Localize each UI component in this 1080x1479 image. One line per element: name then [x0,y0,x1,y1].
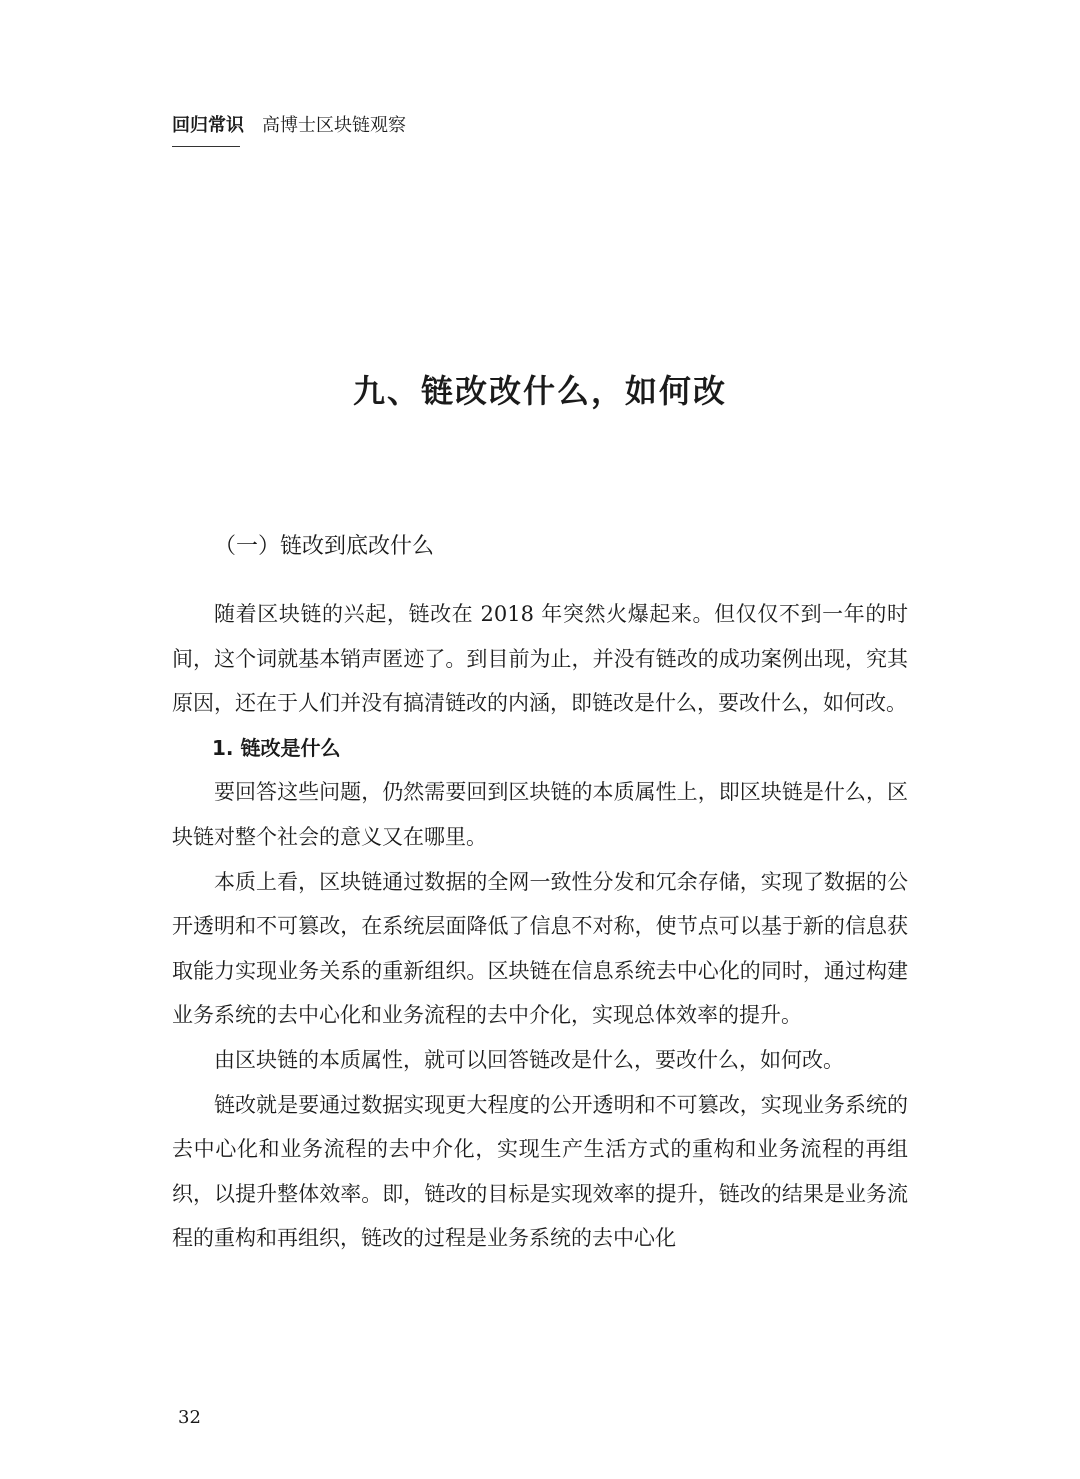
body-text [172,592,908,1261]
chapter-title: 九、链改改什么，如何改 [352,372,727,410]
paragraph: 本质上看，区块链通过数据的全网一致性分发和冗余存储，实现了数据的公开透明和不可篡改，在系统层面降低了信息不对称，使节点可以基于新的信息获取能力实现业务关系的重新组织。区块链在信息系统去中心化的同时，通过构建业务系统的去中心化和业务流程的去中介化，实现总体效率的提升。 [172,869,908,1028]
subheading: 1. 链改是什么 [212,735,341,760]
running-header [172,112,406,140]
section-title: （一）链改到底改什么 [214,534,435,559]
paragraph: 链改就是要通过数据实现更大程度的公开透明和不可篡改，实现业务系统的去中心化和业务流程的去中介化，实现生产生活方式的重构和业务流程的再组织，以提升整体效率。即，链改的目标是实现效率的提升，链改的结果是业务流程的重构和再组织，链改的过程是业务系统的去中心化 [172,1092,908,1251]
book-title: 回归常识 [172,115,244,136]
page-number: 32 [178,1407,201,1428]
paragraph: 要回答这些问题，仍然需要回到区块链的本质属性上，即区块链是什么，区块链对整个社会的意义又在哪里。 [172,780,908,849]
paragraph-intro: 随着区块链的兴起，链改在 2018 年突然火爆起来。但仅仅不到一年的时间，这个词就基本销声匿迹了。到目前为止，并没有链改的成功案例出现，究其原因，还在于人们并没有搞清链改的内涵，即链改是什么，要改什么，如何改。 [172,602,908,716]
header-underline [172,146,240,147]
series-title: 高博士区块链观察 [262,115,406,136]
paragraph: 由区块链的本质属性，就可以回答链改是什么，要改什么，如何改。 [214,1047,844,1072]
